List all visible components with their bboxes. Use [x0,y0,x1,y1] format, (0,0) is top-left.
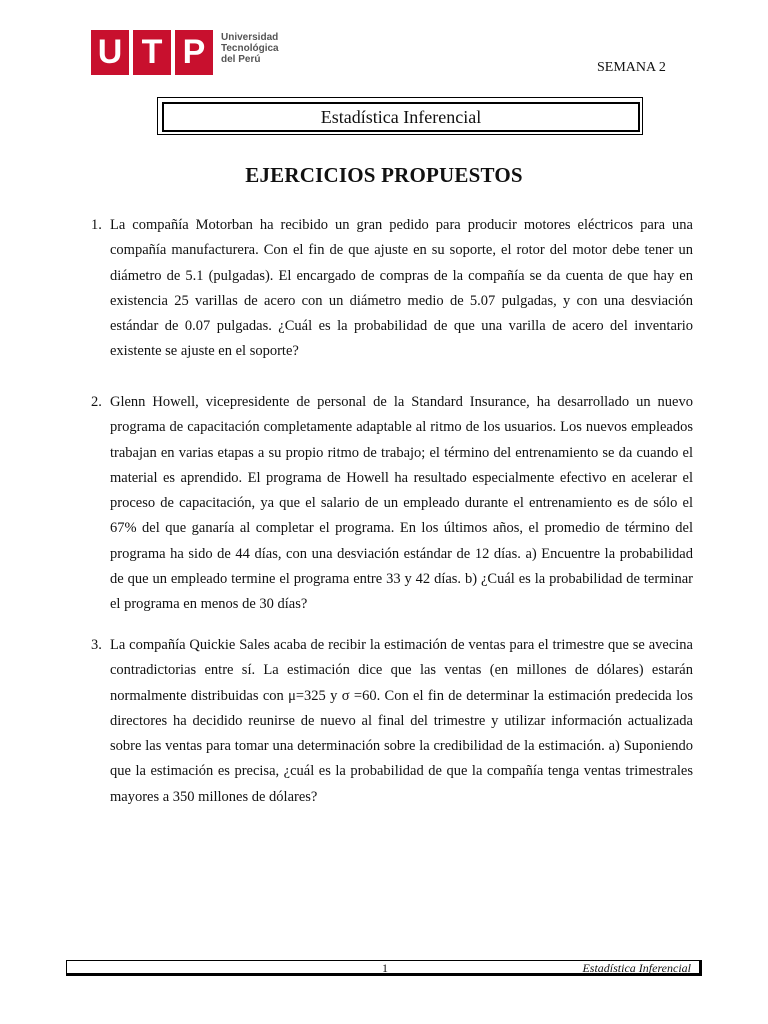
logo-letter-t: T [133,30,171,75]
logo-letter-p: P [175,30,213,75]
logo-letter-u: U [91,30,129,75]
exercise-3 [91,633,693,810]
exercise-number: 1. [91,217,102,233]
exercise-text: La compañía Motorban ha recibido un gran pedido para producir motores eléctricos para una compañía manufacturera. Con el fin de que ajuste en su soporte, el rotor del motor debe tener un diámetro de 5.1 (pulgadas). El encargado de compras de la compañía se da cuenta de que hay en existencia 25 varillas de acero con un diámetro medio de 5.07 pulgadas, y con una desviación estándar de 0.07 pulgadas. ¿Cuál es la probabilidad de que una varilla de acero del inventario existente se ajuste en el soporte? [110,217,693,360]
exercise-1 [91,213,693,365]
logo-line-2: Tecnológica [221,43,279,54]
page-number: 1 [382,961,388,975]
logo-line-3: del Perú [221,54,261,65]
course-title: Estadística Inferencial [162,102,640,132]
course-title-box [157,97,643,135]
footer-course-name: Estadística Inferencial [582,961,691,975]
page-footer [66,960,702,976]
exercise-text: Glenn Howell, vicepresidente de personal de la Standard Insurance, ha desarrollado un nuevo programa de capacitación completamente adaptable al ritmo de los usuarios. Los nuevos empleados trabajan en varias etapas a su propio ritmo de trabajo; el término del entrenamiento se da cuando el material es aprendido. El programa de Howell ha resultado especialmente efectivo en acelerar el proceso de capacitación, ya que el salario de un empleado durante el entrenamiento es de sólo el 67% del que ganaría al completar el programa. En los últimos años, el promedio de término del programa ha sido de 44 días, con una desviación estándar de 12 días. a) Encuentre la probabilidad de que un empleado termine el programa entre 33 y 42 días. b) ¿Cuál es la probabilidad de terminar el programa en menos de 30 días? [110,394,693,613]
logo-university-name [221,32,279,65]
exercise-number: 2. [91,394,102,410]
utp-logo [91,30,279,75]
exercise-number: 3. [91,637,102,653]
logo-line-1: Universidad [221,32,279,43]
week-label: SEMANA 2 [597,60,666,75]
exercise-2 [91,390,693,618]
page-title: EJERCICIOS PROPUESTOS [245,163,523,187]
exercise-text: La compañía Quickie Sales acaba de recibir la estimación de ventas para el trimestre que se avecina contradictorias entre sí. La estimación dice que las ventas (en millones de dólares) estarán normalmente distribuidas con μ=325 y σ =60. Con el fin de determinar la estimación predecida los directores ha decidido reunirse de nuevo al final del trimestre y utilizar información actualizada sobre las ventas para tomar una determinación sobre la credibilidad de la estimación. a) Suponiendo que la estimación es precisa, ¿cuál es la probabilidad de que la compañía tenga ventas trimestrales mayores a 350 millones de dólares? [110,637,693,805]
